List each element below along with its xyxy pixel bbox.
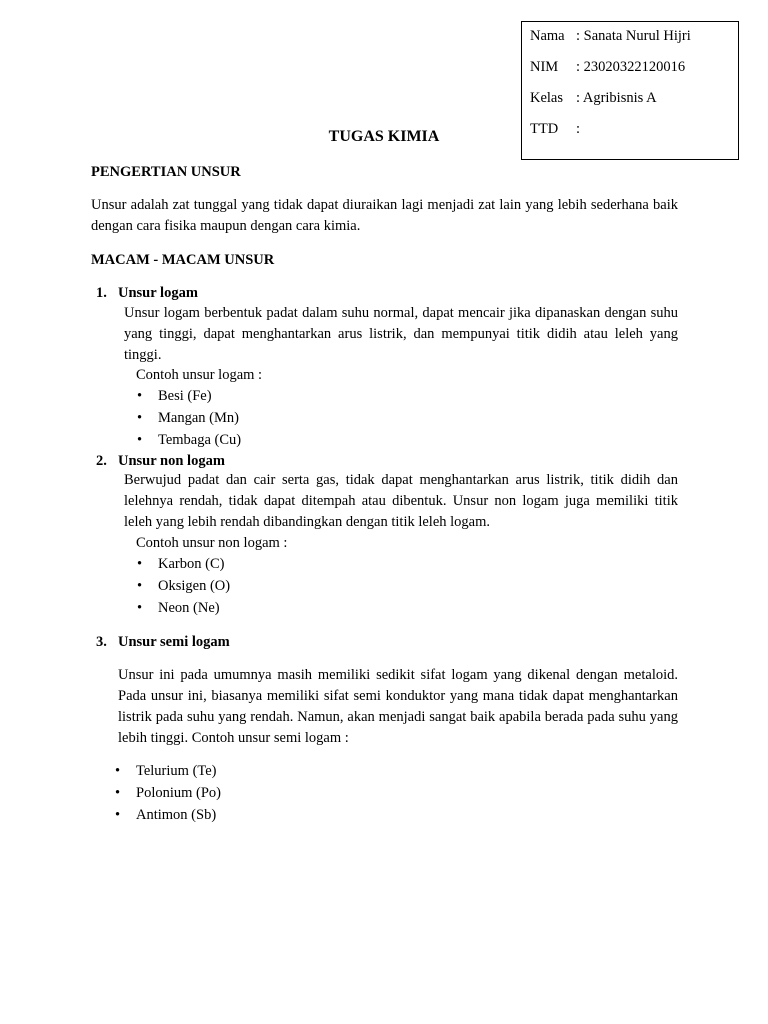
bullet-icon: • <box>115 807 121 823</box>
item-3-text: Unsur ini pada umumnya masih memiliki sedikit sifat logam yang dikenal dengan metaloid. Pada unsur ini, biasanya memiliki sifat semi konduktor yang mana tidak dapat menghantarkan listrik pada suhu yang rendah. Namun, akan menjadi sangat baik apabila berada pada suhu yang lebih tinggi. Contoh unsur semi logam : <box>118 667 678 746</box>
bullet-icon: • <box>137 578 143 594</box>
item-3-number: 3. <box>96 634 107 650</box>
bullet-icon: • <box>137 600 143 616</box>
bullet-icon: • <box>137 432 143 448</box>
item-1-number: 1. <box>96 285 107 301</box>
item-2-text: Berwujud padat dan cair serta gas, tidak dapat menghantarkan arus listrik, titik didih dan lelehnya rendah, tidak dapat ditempah atau dibentuk. Unsur non logam juga memiliki titik leleh yang lebih rendah dibandingkan dengan titik leleh logam. <box>124 472 678 530</box>
definition-text: Unsur adalah zat tunggal yang tidak dapat diuraikan lagi menjadi zat lain yang lebih sederhana baik dengan cara fisika maupun dengan cara kimia. <box>91 197 678 234</box>
item-3-title: Unsur semi logam <box>118 634 230 650</box>
item-1-title: Unsur logam <box>118 285 198 301</box>
list-item-label: Oksigen (O) <box>158 578 231 594</box>
item-2-example-label: Contoh unsur non logam : <box>136 535 288 551</box>
item-2-example-list <box>137 554 231 620</box>
identity-sign-value: : <box>576 121 581 137</box>
identity-nim-value: : 23020322120016 <box>576 59 686 75</box>
list-item-label: Polonium (Po) <box>136 785 221 801</box>
list-item <box>137 554 230 576</box>
list-item-label: Telurium (Te) <box>136 763 217 779</box>
item-1-text: Unsur logam berbentuk padat dalam suhu normal, dapat mencair jika dipanaskan dengan suhu yang tinggi, dapat menghantarkan arus listrik, dan mempunyai titik didih atau leleh yang tinggi. <box>124 305 678 363</box>
identity-name-row <box>530 26 691 46</box>
list-item <box>137 576 231 598</box>
identity-class-row <box>530 88 657 108</box>
bullet-icon: • <box>137 388 143 404</box>
list-item <box>115 783 221 805</box>
bullet-icon: • <box>115 785 121 801</box>
list-item-label: Neon (Ne) <box>158 600 220 616</box>
identity-class-value: : Agribisnis A <box>576 90 657 106</box>
list-item <box>137 386 241 408</box>
types-heading: MACAM - MACAM UNSUR <box>91 252 275 268</box>
list-item <box>137 408 241 430</box>
identity-nim-row <box>530 57 685 77</box>
item-1-example-label: Contoh unsur logam : <box>136 367 263 383</box>
list-item <box>137 598 230 620</box>
identity-nim-label: NIM <box>530 59 559 75</box>
bullet-icon: • <box>137 556 143 572</box>
bullet-icon: • <box>137 410 143 426</box>
identity-class-label: Kelas <box>530 90 564 106</box>
list-item <box>115 805 221 827</box>
item-3-example-list <box>115 761 221 827</box>
definition-heading: PENGERTIAN UNSUR <box>91 164 241 180</box>
identity-sign-label: TTD <box>530 121 559 137</box>
item-2-title: Unsur non logam <box>118 453 225 469</box>
list-item-label: Tembaga (Cu) <box>158 432 242 448</box>
list-item-label: Antimon (Sb) <box>136 807 217 823</box>
list-item <box>137 430 242 452</box>
item-2-number: 2. <box>96 453 107 469</box>
identity-name-value: : Sanata Nurul Hijri <box>576 28 691 44</box>
document-title: TUGAS KIMIA <box>328 128 440 145</box>
list-item-label: Mangan (Mn) <box>158 410 239 426</box>
item-1-example-list <box>137 386 242 452</box>
list-item <box>115 761 221 783</box>
identity-name-label: Nama <box>530 28 565 44</box>
list-item-label: Karbon (C) <box>158 556 225 572</box>
bullet-icon: • <box>115 763 121 779</box>
list-item-label: Besi (Fe) <box>158 388 212 404</box>
